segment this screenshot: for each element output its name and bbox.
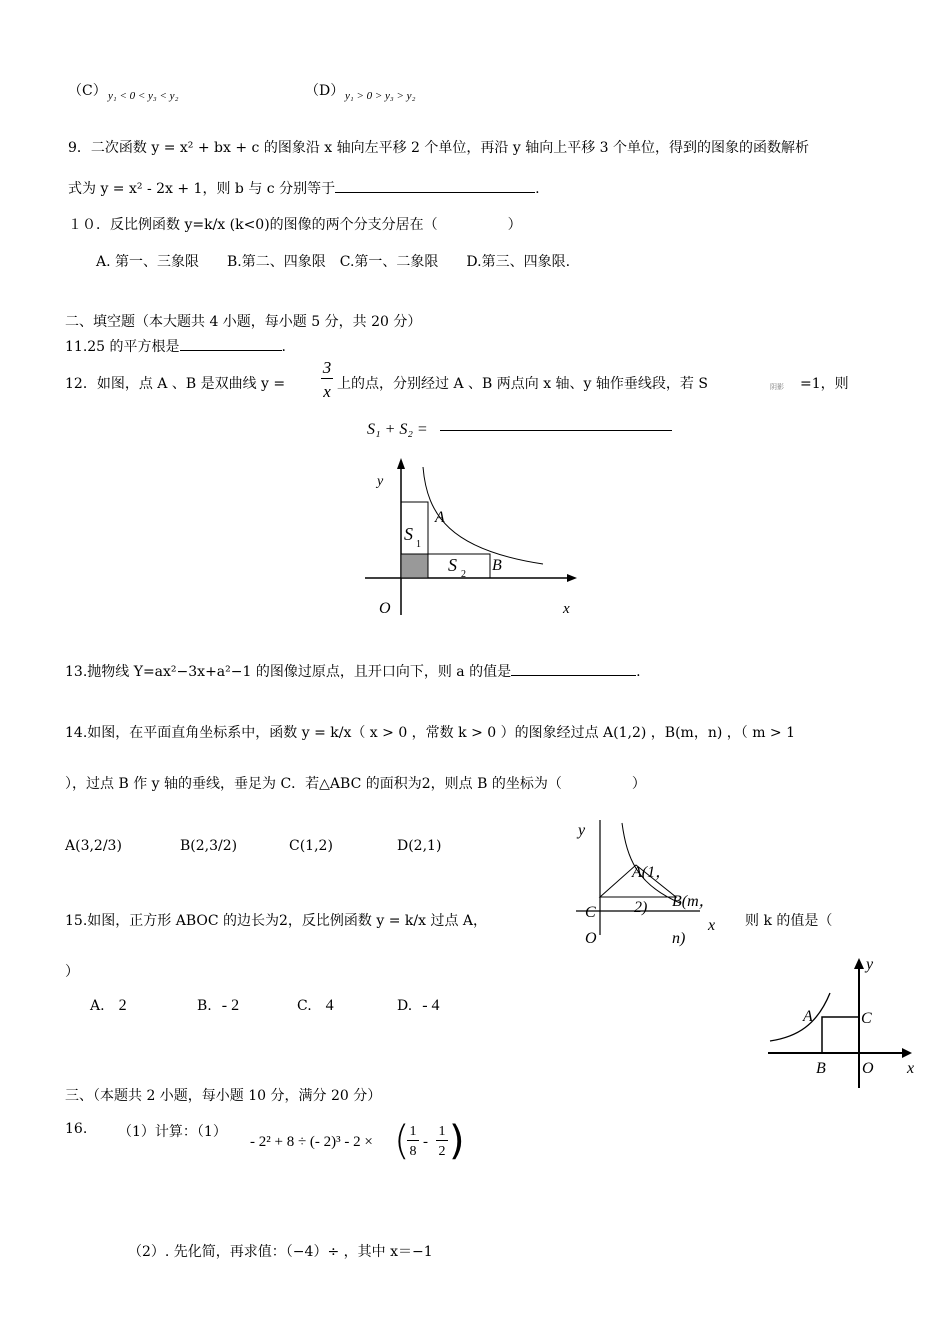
q14-option-a: A(3,2/3) — [65, 838, 122, 854]
q9-line1: 9．二次函数 y = x² + bx + c 的图象沿 x 轴向左平移 2 个单位，再沿 y 轴向上平移 3 个单位，得到的图象的函数解析 — [68, 140, 810, 156]
s2-label: S — [448, 555, 457, 575]
q15-figure — [762, 953, 922, 1093]
q14-option-c: C(1,2) — [289, 838, 333, 854]
q14-figure — [570, 815, 730, 950]
q16-fraction2-num: 1 — [436, 1124, 448, 1141]
q14-option-b: B(2,3/2) — [180, 838, 238, 854]
q12-figure — [355, 455, 585, 625]
q15-close: ） — [65, 964, 79, 980]
hyperbola-curve — [770, 993, 830, 1041]
origin-label: O — [862, 1060, 874, 1077]
q8-option-c-label: （C） — [68, 83, 107, 99]
q14-option-d: D(2,1) — [397, 838, 442, 854]
point-b-label: B(m， — [672, 893, 715, 910]
point-c-label: C — [585, 904, 596, 921]
q12-text-a: 12．如图，点 A 、B 是双曲线 y = — [65, 376, 286, 392]
shaded-square — [401, 554, 428, 578]
q16-part2: （2）. 先化简，再求值：（−4）÷ ，其中 x＝−1 — [128, 1244, 433, 1260]
hyperbola-curve — [622, 823, 680, 903]
point-a-label: A — [435, 509, 445, 526]
minus-sign: - — [423, 1134, 428, 1150]
q15-option-c: C. 4 — [297, 997, 334, 1014]
q16-fraction2-den: 2 — [438, 1144, 446, 1159]
q8-option-c-expr: y₁ < 0 < y₃ < y₂ — [108, 90, 179, 102]
paren-right: ) — [449, 1118, 465, 1164]
point-a-label: A(1， — [632, 864, 672, 881]
paren-left: ( — [394, 1118, 410, 1164]
y-label: y — [866, 956, 874, 973]
q16-number: 16. — [65, 1121, 88, 1137]
x-axis-arrow-icon — [902, 1048, 912, 1058]
point-a-label-2: 2) — [634, 899, 648, 916]
q15-text: 15.如图，正方形 ABOC 的边长为2，反比例函数 y = k/x 过点 A， — [65, 913, 488, 929]
q12-frac-den: x — [323, 382, 331, 401]
origin-label: O — [379, 600, 391, 617]
q16-expression: - 2² + 8 ÷ (- 2)³ - 2 × — [250, 1134, 373, 1150]
q15-tail: 则 k 的值是（ — [745, 913, 833, 929]
point-b-label: B — [492, 557, 502, 574]
q13: 13.抛物线 Y=ax²−3x+a²−1 的图像过原点，且开口向下，则 a 的值是 . — [65, 664, 641, 680]
section3-title: 三、（本题共 2 小题，每小题 10 分，满分 20 分） — [65, 1088, 382, 1104]
q10-stem: １０．反比例函数 y=k/x (k<0)的图像的两个分支分居在（ ） — [68, 217, 522, 233]
q15-option-d: D. - 4 — [397, 997, 440, 1014]
q12-frac-num: 3 — [322, 358, 332, 377]
q12-text-b: 上的点，分别经过 A 、B 两点向 x 轴、y 轴作垂线段，若 S — [337, 376, 708, 392]
point-b-label-2: n) — [672, 930, 686, 947]
square-aboc — [822, 1017, 859, 1053]
q16-fraction1-den: 8 — [409, 1144, 417, 1159]
q8-option-d-label: （D） — [305, 83, 345, 99]
point-a-label: A — [803, 1008, 813, 1025]
section2-title: 二、填空题（本大题共 4 小题，每小题 5 分，共 20 分） — [65, 314, 422, 330]
s1-subscript: 1 — [416, 539, 421, 550]
q10-options: A. 第一、三象限 B.第二、四象限 C.第一、二象限 D.第三、四象限. — [96, 254, 571, 270]
y-label: y — [377, 474, 384, 489]
y-label: y — [578, 822, 586, 839]
q9-answer-blank — [335, 191, 535, 193]
q9-line2: 式为 y = x² - 2x + 1，则 b 与 c 分别等于 . — [68, 181, 540, 197]
y-axis-arrow-icon — [397, 458, 405, 469]
q14-line2: ），过点 B 作 y 轴的垂线，垂足为 C．若△ABC 的面积为2，则点 B 的坐标为（ ） — [65, 776, 646, 792]
q16-part1-label: （1）计算：（1） — [118, 1124, 227, 1140]
q11: 11.25 的平方根是 . — [65, 339, 286, 355]
q12-answer-line — [440, 430, 672, 431]
y-axis-arrow-icon — [854, 958, 864, 969]
q15-option-a: A. 2 — [90, 997, 127, 1014]
q12-text-c: =1，则 — [800, 376, 849, 392]
x-axis-arrow-icon — [567, 574, 577, 582]
point-c-label: C — [861, 1010, 872, 1027]
q16-fraction1-num: 1 — [407, 1124, 419, 1141]
s1-label: S — [404, 524, 413, 544]
q8-option-d-expr: y₁ > 0 > y₃ > y₂ — [345, 90, 416, 102]
q12-shade-subscript: 阴影 — [770, 383, 784, 391]
point-b-label: B — [816, 1060, 826, 1077]
s2-subscript: 2 — [461, 569, 466, 580]
x-label: x — [907, 1060, 915, 1077]
x-label: x — [708, 917, 716, 934]
q14-line1: 14.如图，在平面直角坐标系中，函数 y = k/x（ x > 0 ，常数 k > 0 ）的图象经过点 A(1,2) ，B(m，n) ，（ m > 1 — [65, 725, 796, 741]
q13-answer-blank — [511, 674, 636, 676]
x-label: x — [563, 601, 570, 617]
q12-answer-lhs: S₁ + S₂ = — [367, 421, 428, 438]
q15-option-b: B. - 2 — [197, 997, 240, 1014]
q11-answer-blank — [180, 349, 282, 351]
origin-label: O — [585, 930, 597, 947]
